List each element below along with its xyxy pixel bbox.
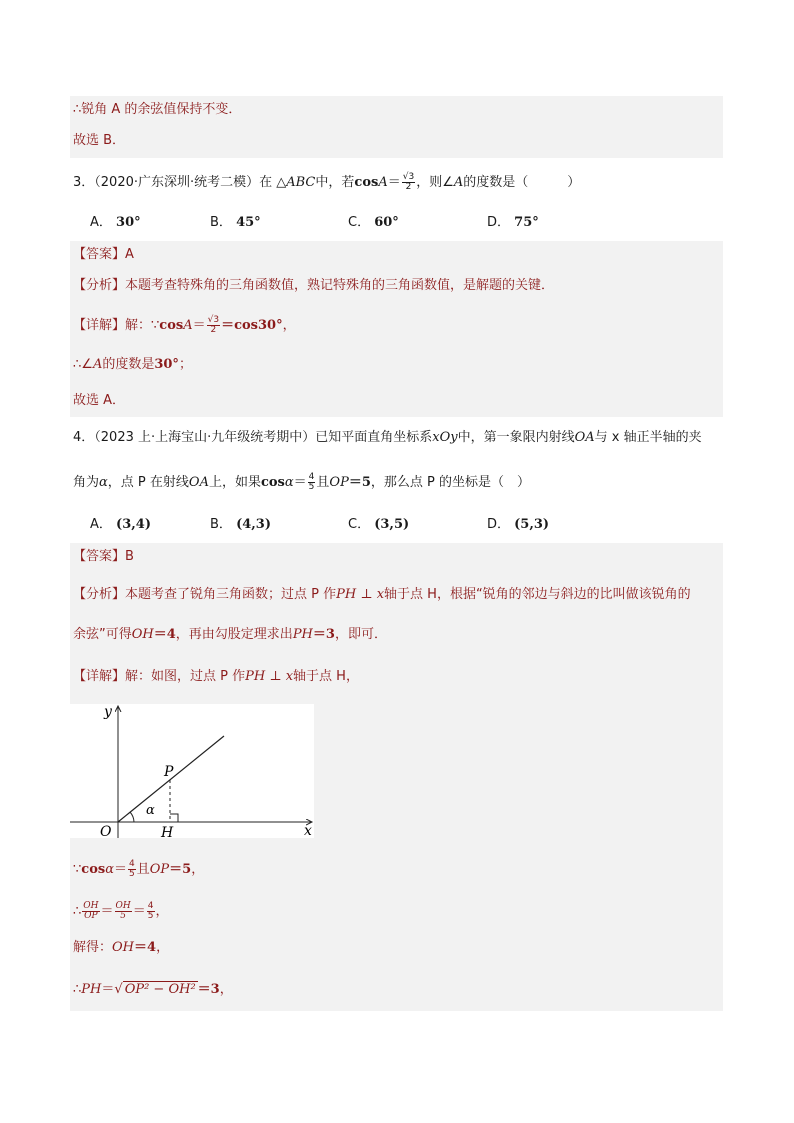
q4-stem2-alpha: α [99, 475, 108, 490]
sqrt-sign: √ [114, 982, 123, 997]
q4-option-a-letter: A． [90, 517, 112, 532]
q4-detail-tail: 轴于点 H， [293, 669, 359, 684]
q4-option-c-value: (3,5) [374, 517, 410, 532]
q4-stem2-eq: ＝ [293, 475, 307, 490]
question-4-stem-line2 [73, 473, 530, 492]
q4-step2-fraction-1 [82, 902, 99, 921]
label-y: y [104, 704, 112, 720]
q3-answer-label: 【答案】 [73, 247, 126, 262]
q4-step3 [73, 940, 169, 956]
q4-analysis-line2-tail: ，即可． [334, 627, 387, 642]
q4-analysis-line1-ph: PH ⊥ x [336, 587, 385, 602]
q4-step2 [73, 902, 169, 921]
q4-step1-eq2: ＝5 [169, 862, 192, 877]
conclusion-line: ∴锐角 A 的余弦值保持不变． [73, 102, 242, 117]
q4-step1 [73, 860, 204, 879]
q3-option-a[interactable] [90, 211, 141, 230]
coordinate-figure [70, 704, 314, 838]
q3-stem-a2: A [453, 175, 464, 190]
q3-detail-eq2: ＝cos30° [221, 318, 283, 333]
q4-detail-ph: PH ⊥ x [245, 669, 294, 684]
q3-answer [73, 247, 134, 263]
q4-step4-sqrt: OP² − OH² [124, 982, 196, 997]
q3-stem-text-2: 中，若 [315, 175, 355, 190]
q3-stem-eq: ＝ [387, 175, 401, 190]
q4-stem2-oa: OA [188, 475, 209, 490]
q3-detail [73, 316, 296, 335]
q3-option-c-letter: C． [348, 215, 371, 230]
q4-analysis-line1-pre: 本题考查了锐角三角函数；过点 P 作 [125, 587, 337, 602]
q3-stem-tail: 的度数是（ ） [463, 175, 581, 190]
q4-step2-f2-num: OH [115, 901, 131, 911]
q4-step1-pre: ∵ [73, 862, 82, 877]
q4-detail-label: 【详解】 [73, 669, 126, 684]
q4-option-c[interactable] [348, 513, 409, 532]
q4-step3-end: ， [156, 940, 170, 955]
q4-stem2-cos: cos [260, 475, 285, 490]
q4-option-d[interactable] [487, 513, 549, 532]
q3-therefore-mid: 的度数是 [102, 357, 155, 372]
q4-step2-f2-den: 5 [120, 911, 127, 921]
q4-step2-f1-den: OP [84, 911, 98, 921]
q3-analysis-label: 【分析】 [73, 278, 126, 293]
q3-option-a-value: 30° [116, 215, 141, 230]
q4-option-b-letter: B． [210, 517, 232, 532]
q4-option-d-letter: D． [487, 517, 511, 532]
q3-option-c[interactable] [348, 211, 399, 230]
q3-therefore-val: 30° [154, 357, 179, 372]
q4-step1-and: 且 [136, 862, 150, 877]
q4-stem1-pre: 4．（2023 上·上海宝山·九年级统考期中）已知平面直角坐标系 [73, 430, 433, 445]
q4-stem1-mid2: 与 x 轴正半轴的夹 [594, 430, 702, 445]
q4-step4-pre: ∴ [73, 982, 82, 997]
q4-step1-alpha: α [105, 862, 114, 877]
q3-analysis-text: 本题考查特殊角的三角函数值，熟记特殊角的三角函数值，是解题的关键． [125, 278, 555, 293]
q3-therefore-end: ； [178, 357, 192, 372]
q4-analysis-line2-mid: ，再由勾股定理求出 [175, 627, 293, 642]
q4-option-b[interactable] [210, 513, 271, 532]
label-alpha: α [146, 803, 155, 818]
q4-step4 [73, 982, 233, 998]
q3-detail-fraction [207, 316, 220, 335]
q4-analysis-line1 [73, 587, 691, 603]
q4-stem2-op: OP [329, 475, 349, 490]
q4-stem2-eq2: ＝5 [348, 475, 371, 490]
q3-detail-den: 2 [210, 325, 217, 335]
label-p: P [164, 764, 174, 780]
q3-option-b[interactable] [210, 211, 261, 230]
q4-answer [73, 549, 134, 565]
q4-analysis-line2-eq2: ＝3 [312, 627, 335, 642]
q4-option-c-letter: C． [348, 517, 371, 532]
q3-option-a-letter: A． [90, 215, 112, 230]
q4-stem2-pre: 角为 [73, 475, 100, 490]
right-angle-mark [170, 814, 178, 822]
q4-step1-end: ， [191, 862, 205, 877]
q4-step2-f1-num: OH [83, 901, 99, 911]
question-4-stem-line1 [73, 430, 702, 446]
q4-analysis-line2-ph: PH [292, 627, 313, 642]
q3-stem-num: √3 [402, 172, 415, 182]
q3-detail-end: ， [282, 318, 296, 333]
q4-option-a-value: (3,4) [116, 517, 151, 532]
q4-step2-f3-num: 4 [147, 901, 154, 911]
q4-step3-eq: ＝4 [134, 940, 157, 955]
q4-analysis-line2-eq: ＝4 [153, 627, 176, 642]
q3-option-b-value: 45° [236, 215, 261, 230]
q3-stem-den: 2 [405, 182, 412, 192]
q3-stem-triangle: ABC [286, 175, 316, 190]
q4-step4-end: ， [219, 982, 233, 997]
q4-stem2-den: 5 [308, 482, 315, 492]
q4-step3-oh: OH [112, 940, 135, 955]
q4-step1-op: OP [149, 862, 170, 877]
q4-analysis-line1-tail: 轴于点 H，根据“锐角的邻边与斜边的比叫做该锐角的 [384, 587, 691, 602]
q3-option-d-letter: D． [487, 215, 511, 230]
q4-step4-eq: ＝ [101, 982, 115, 997]
q4-step1-cos: cos [81, 862, 106, 877]
label-o: O [100, 824, 112, 838]
q4-step2-f3-den: 5 [147, 911, 154, 921]
q3-answer-value: A [125, 247, 134, 262]
q4-stem2-num: 4 [308, 472, 315, 482]
q3-detail-num: √3 [207, 315, 220, 325]
q3-detail-a: A [183, 318, 193, 333]
q3-detail-pre: 解：∵ [125, 318, 160, 333]
q3-stem-text-3: ，则∠ [416, 175, 454, 190]
q4-detail [73, 669, 359, 685]
q4-step2-fraction-2 [115, 902, 132, 921]
q4-stem2-mid2: 上，如果 [208, 475, 261, 490]
angle-arc [130, 812, 134, 822]
q4-step2-pre: ∴ [73, 904, 82, 919]
q4-answer-value: B [125, 549, 134, 564]
q4-step1-den: 5 [128, 869, 135, 879]
q4-step1-fraction [128, 860, 136, 879]
q4-stem2-tail: ，那么点 P 的坐标是（ ） [370, 475, 530, 490]
q4-analysis-line2-oh: OH [131, 627, 154, 642]
q4-step2-fraction-3 [147, 902, 155, 921]
q4-stem2-alpha2: α [284, 475, 294, 490]
q3-detail-eq: ＝ [192, 318, 206, 333]
q3-stem-cos: cos [354, 175, 379, 190]
q4-stem2-and: 且 [316, 475, 330, 490]
q4-option-d-value: (5,3) [514, 517, 550, 532]
q4-analysis-label: 【分析】 [73, 587, 126, 602]
q4-stem1-oa: OA [574, 430, 595, 445]
q3-option-d[interactable] [487, 211, 539, 230]
q4-stem2-mid: ，点 P 在射线 [107, 475, 189, 490]
q3-therefore-pre: ∴∠ [73, 357, 93, 372]
q4-stem1-xoy: xOy [432, 430, 458, 445]
choose-line: 故选 B． [73, 133, 126, 148]
q4-step1-eq: ＝ [113, 862, 127, 877]
q3-choose: 故选 A． [73, 393, 126, 408]
q4-stem2-fraction [308, 473, 316, 492]
q4-analysis-line2-pre: 余弦”可得 [73, 627, 132, 642]
q3-stem-a: A [378, 175, 388, 190]
question-3-stem [73, 173, 580, 192]
q4-step2-eq2: ＝ [132, 904, 146, 919]
q3-therefore [73, 357, 192, 373]
q4-step3-pre: 解得： [73, 940, 113, 955]
label-x: x [304, 823, 312, 838]
q4-option-b-value: (4,3) [236, 517, 271, 532]
q4-answer-label: 【答案】 [73, 549, 126, 564]
q3-option-d-value: 75° [514, 215, 539, 230]
q4-option-a[interactable] [90, 513, 151, 532]
q4-analysis-line2 [73, 627, 387, 643]
q4-step2-end: ， [155, 904, 169, 919]
q4-stem1-mid: 中，第一象限内射线 [457, 430, 575, 445]
coordinate-figure-svg [70, 704, 314, 838]
q3-stem-text: 3．（2020·广东深圳·统考二模）在 △ [73, 175, 287, 190]
q3-detail-label: 【详解】 [73, 318, 126, 333]
q3-option-c-value: 60° [374, 215, 399, 230]
q3-therefore-a: A [92, 357, 103, 372]
q4-step1-num: 4 [128, 859, 135, 869]
q4-step2-eq: ＝ [100, 904, 114, 919]
q3-detail-cos: cos [159, 318, 184, 333]
q4-detail-pre: 解：如图，过点 P 作 [125, 669, 246, 684]
q4-step4-eq2: ＝3 [197, 982, 220, 997]
q3-stem-fraction [402, 173, 415, 192]
q4-step4-ph: PH [81, 982, 102, 997]
label-h: H [161, 825, 174, 838]
q3-option-b-letter: B． [210, 215, 232, 230]
q3-analysis [73, 278, 554, 294]
